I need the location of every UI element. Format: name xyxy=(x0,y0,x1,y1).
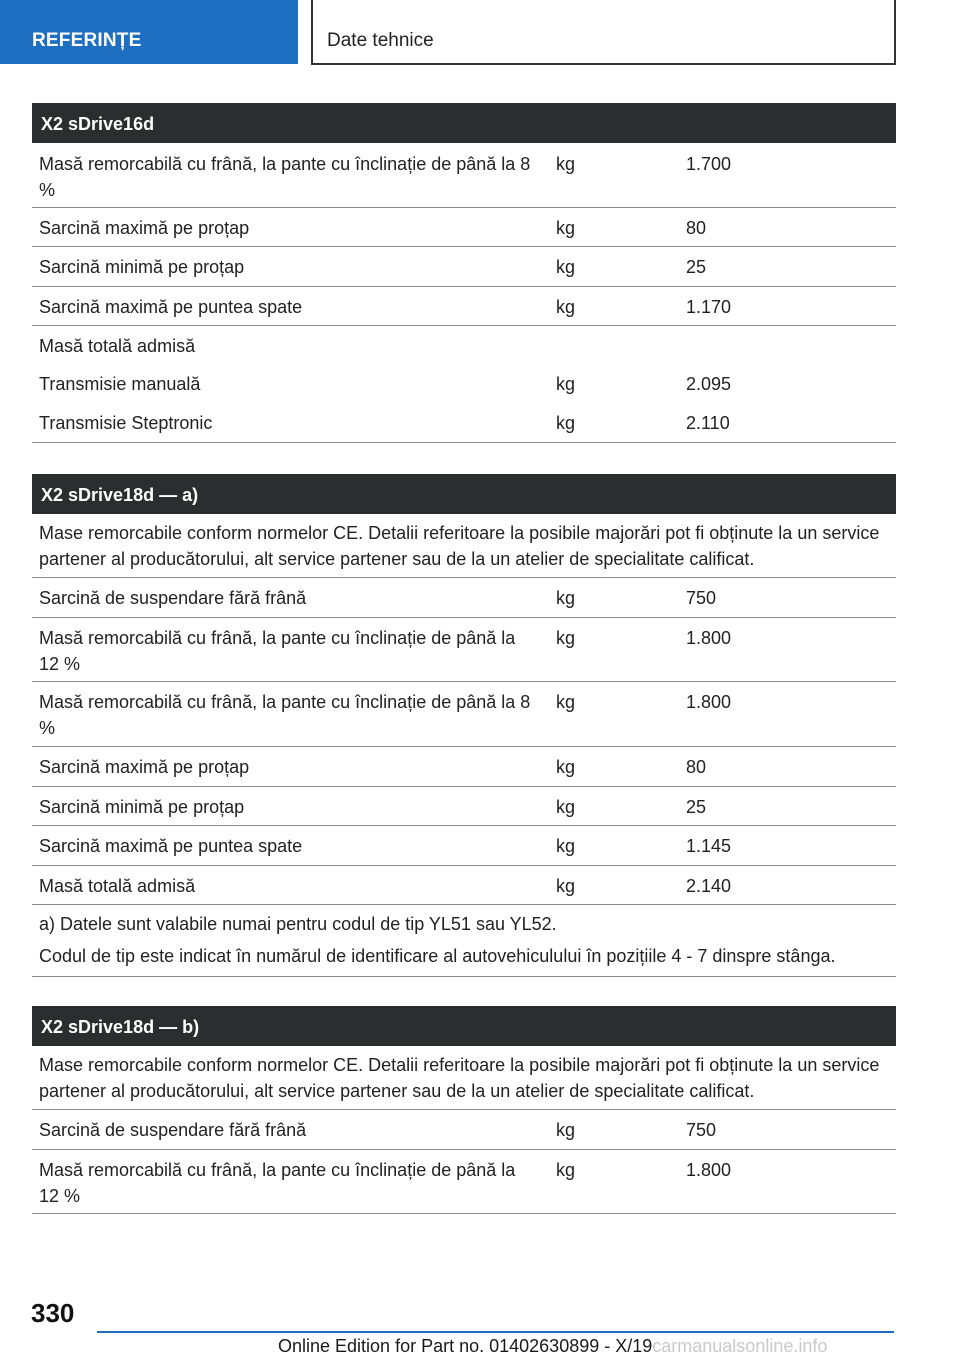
row-label: Sarcină maximă pe puntea spate xyxy=(39,297,303,317)
table-row xyxy=(32,326,896,365)
row-unit: kg xyxy=(556,218,576,238)
chapter-header xyxy=(311,0,896,65)
spec-table-sdrive18d-a xyxy=(32,474,896,977)
footnote-text: Codul de tip este indicat în numărul de identificare al autovehiculului în pozițiile 4 - 7 dinspre stânga. xyxy=(39,946,836,966)
table-row xyxy=(32,1150,896,1214)
table-note xyxy=(32,514,896,578)
row-label: Sarcină minimă pe proțap xyxy=(39,257,245,277)
row-unit: kg xyxy=(556,588,576,608)
spec-table-sdrive16d xyxy=(32,103,896,443)
table-title: X2 sDrive18d — b) xyxy=(32,1006,896,1046)
table-row xyxy=(32,208,896,247)
table-row xyxy=(32,618,896,682)
row-value: 2.095 xyxy=(686,374,732,394)
row-value: 25 xyxy=(686,797,707,817)
row-value: 1.800 xyxy=(686,692,732,712)
row-value: 25 xyxy=(686,257,707,277)
table-row xyxy=(32,682,896,747)
row-label: Sarcină maximă pe proțap xyxy=(39,757,250,777)
section-label: REFERINȚE xyxy=(32,30,142,51)
row-label: Sarcină maximă pe proțap xyxy=(39,218,250,238)
row-unit: kg xyxy=(556,836,576,856)
table-row xyxy=(32,787,896,826)
table-row xyxy=(32,365,896,404)
table-title: X2 sDrive18d — a) xyxy=(32,474,896,514)
row-value: 1.170 xyxy=(686,297,732,317)
row-value: 1.800 xyxy=(686,628,732,648)
row-value: 1.145 xyxy=(686,836,732,856)
row-unit: kg xyxy=(556,797,576,817)
row-unit: kg xyxy=(556,628,576,648)
table-row xyxy=(32,143,896,208)
note-text: Mase remorcabile conform normelor CE. Detalii referitoare la posibile majorări pot fi obținute la un service partener al producătorului, alt service partener sau de la un atelier de specialitate calificat. xyxy=(39,523,880,569)
row-label: Masă remorcabilă cu frână, la pante cu înclinație de până la 8 % xyxy=(39,154,531,200)
table-row xyxy=(32,578,896,618)
row-label: Masă totală admisă xyxy=(39,876,196,896)
row-label: Sarcină maximă pe puntea spate xyxy=(39,836,303,856)
footer-rule xyxy=(97,1331,894,1333)
section-tab xyxy=(0,0,298,64)
row-label: Transmisie Steptronic xyxy=(39,413,213,433)
footer-edition xyxy=(278,1336,827,1357)
row-label: Masă remorcabilă cu frână, la pante cu înclinație de până la 8 % xyxy=(39,692,531,738)
table-row xyxy=(32,247,896,287)
chapter-title: Date tehnice xyxy=(327,30,434,51)
table-row xyxy=(32,404,896,443)
row-value: 80 xyxy=(686,757,707,777)
row-label: Sarcină de suspendare fără frână xyxy=(39,588,307,608)
row-label: Masă totală admisă xyxy=(39,336,196,356)
page-number: 330 xyxy=(31,1298,75,1328)
row-label: Sarcină de suspendare fără frână xyxy=(39,1120,307,1140)
row-unit: kg xyxy=(556,413,576,433)
row-unit: kg xyxy=(556,154,576,174)
row-unit: kg xyxy=(556,1120,576,1140)
row-unit: kg xyxy=(556,692,576,712)
row-value: 2.140 xyxy=(686,876,732,896)
row-value: 750 xyxy=(686,1120,717,1140)
row-value: 80 xyxy=(686,218,707,238)
table-row xyxy=(32,1110,896,1150)
table-row xyxy=(32,287,896,326)
row-value: 1.700 xyxy=(686,154,732,174)
table-row xyxy=(32,826,896,866)
edition-text: Online Edition for Part no. 01402630899 - X/19 xyxy=(278,1336,653,1356)
row-unit: kg xyxy=(556,1160,576,1180)
row-value: 1.800 xyxy=(686,1160,732,1180)
table-footnote xyxy=(32,905,896,977)
row-label: Sarcină minimă pe proțap xyxy=(39,797,245,817)
row-value: 2.110 xyxy=(686,413,730,433)
table-row xyxy=(32,866,896,905)
note-text: Mase remorcabile conform normelor CE. Detalii referitoare la posibile majorări pot fi obținute la un service partener al producătorului, alt service partener sau de la un atelier de specialitate calificat. xyxy=(39,1055,880,1101)
row-label: Transmisie manuală xyxy=(39,374,201,394)
table-title: X2 sDrive16d xyxy=(32,103,896,143)
row-value: 750 xyxy=(686,588,717,608)
row-label: Masă remorcabilă cu frână, la pante cu înclinație de până la 12 % xyxy=(39,628,516,674)
footnote-text: a) Datele sunt valabile numai pentru codul de tip YL51 sau YL52. xyxy=(39,914,557,934)
row-unit: kg xyxy=(556,876,576,896)
watermark-text: carmanualsonline.info xyxy=(652,1336,828,1356)
row-unit: kg xyxy=(556,257,576,277)
row-unit: kg xyxy=(556,297,576,317)
row-label: Masă remorcabilă cu frână, la pante cu înclinație de până la 12 % xyxy=(39,1160,516,1206)
spec-table-sdrive18d-b xyxy=(32,1006,896,1214)
table-note xyxy=(32,1046,896,1110)
row-unit: kg xyxy=(556,374,576,394)
table-row xyxy=(32,747,896,787)
row-unit: kg xyxy=(556,757,576,777)
